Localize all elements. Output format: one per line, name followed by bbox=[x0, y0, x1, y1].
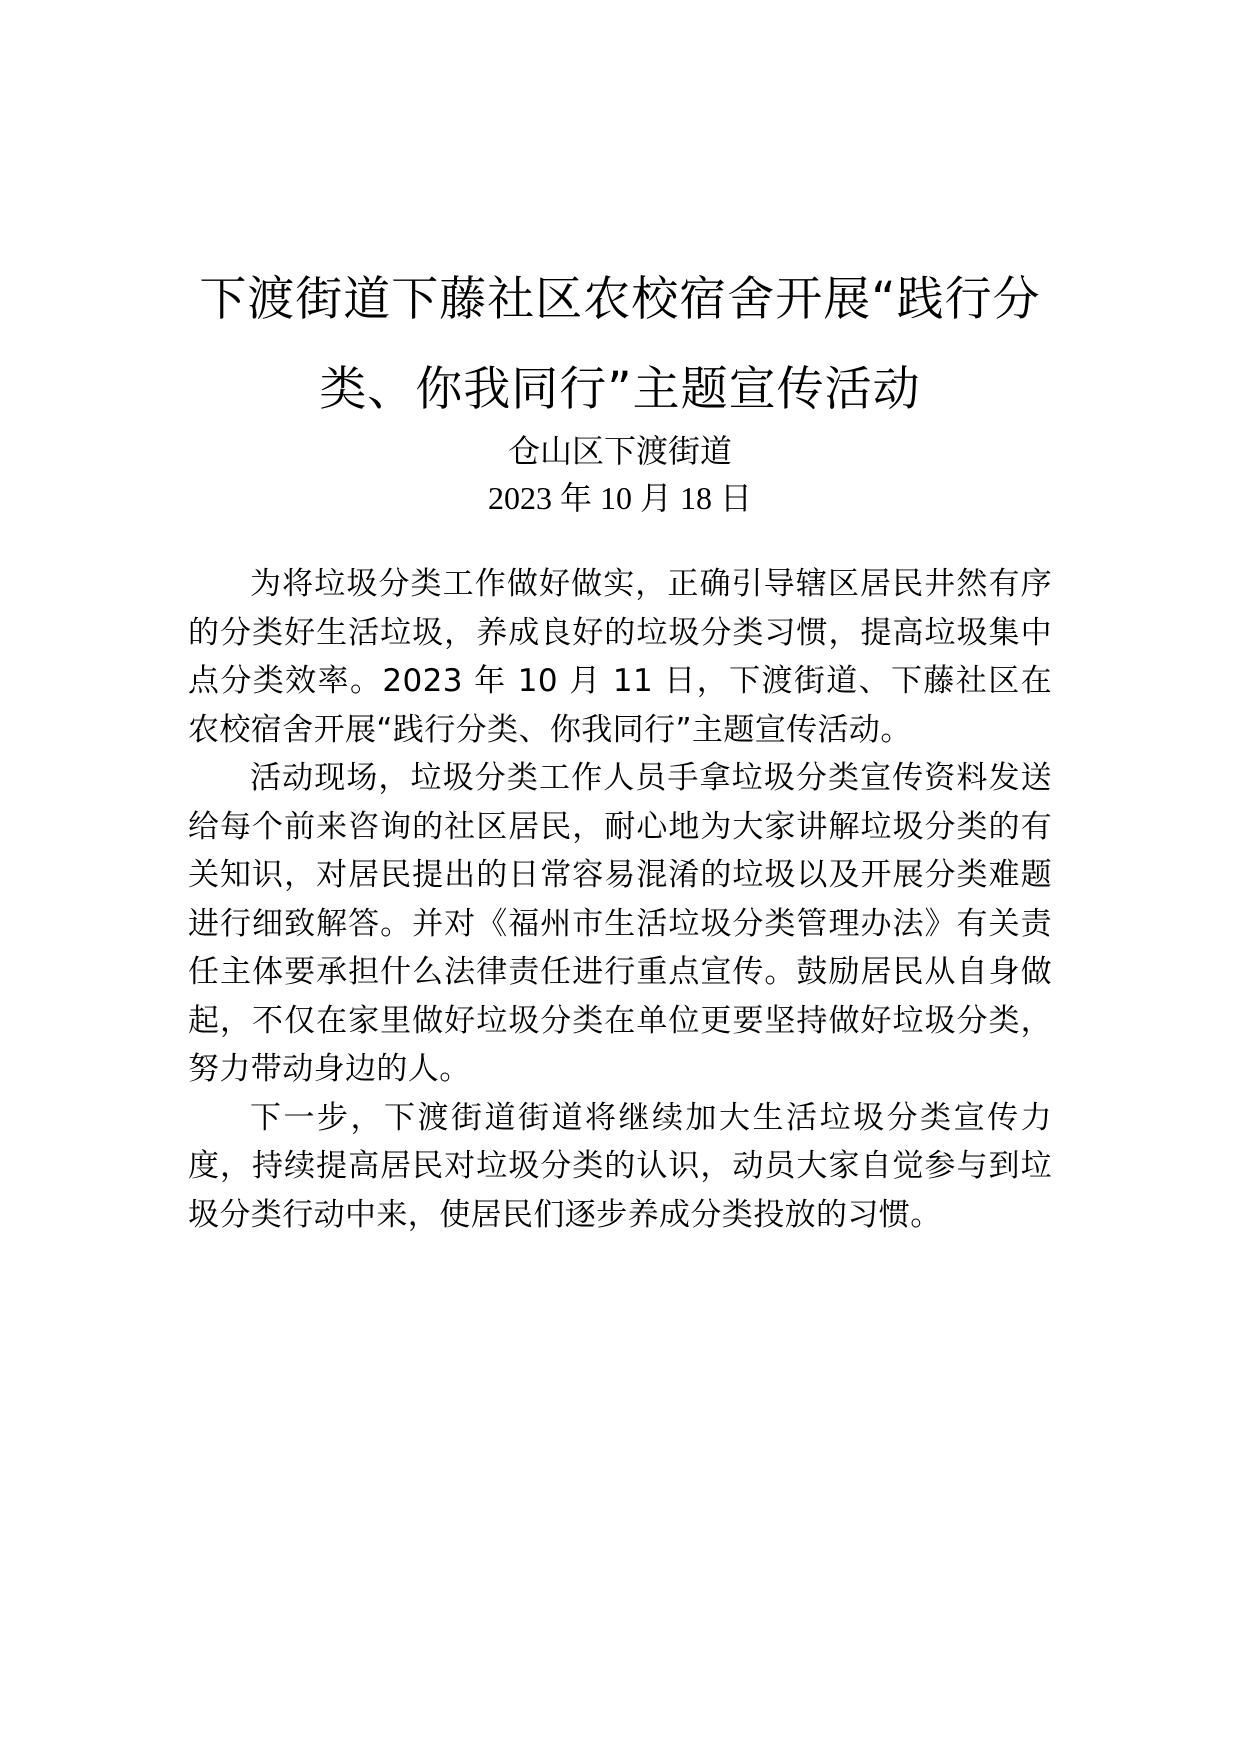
date-line: 2023 年 10 月 18 日 bbox=[487, 480, 752, 516]
paragraph-3: 下一步，下渡街道街道将继续加大生活垃圾分类宣传力度，持续提高居民对垃圾分类的认识，动员大家自觉参与到垃圾分类行动中来，使居民们逐步养成分类投放的习惯。 bbox=[188, 1099, 1052, 1233]
title-line-1: 下渡街道下藤社区农校宿舍开展“践行分 bbox=[199, 272, 1041, 327]
document-title bbox=[190, 255, 1050, 435]
paragraph-1: 为将垃圾分类工作做好做实，正确引导辖区居民井然有序的分类好生活垃圾，养成良好的垃圾分类习惯，提高垃圾集中点分类效率。2023 年 10 月 11 日，下渡街道、下藤社区在农校宿舍开展“践行分类、你我同行”主题宣传活动。 bbox=[188, 566, 1052, 748]
paragraph-2: 活动现场，垃圾分类工作人员手拿垃圾分类宣传资料发送给每个前来咨询的社区居民，耐心地为大家讲解垃圾分类的有关知识，对居民提出的日常容易混淆的垃圾以及开展分类难题进行细致解答。并对《福州市生活垃圾分类管理办法》有关责任主体要承担什么法律责任进行重点宣传。鼓励居民从自身做起，不仅在家里做好垃圾分类在单位更要坚持做好垃圾分类，努力带动身边的人。 bbox=[188, 760, 1052, 1087]
document-body bbox=[188, 560, 1052, 1239]
author-line: 仓山区下渡街道 bbox=[507, 432, 732, 470]
title-line-2: 类、你我同行”主题宣传活动 bbox=[319, 362, 921, 417]
